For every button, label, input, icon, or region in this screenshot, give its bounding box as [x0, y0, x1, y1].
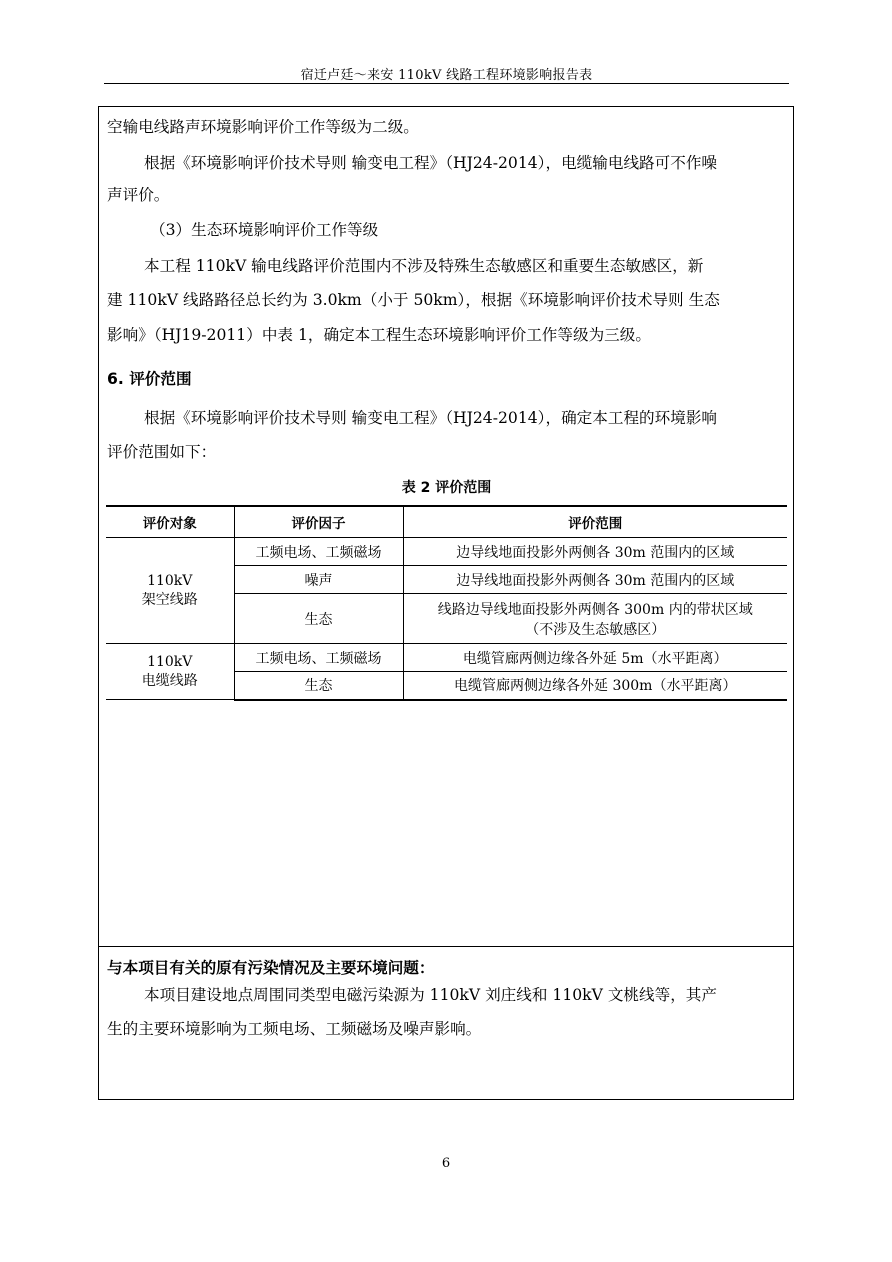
paragraph-line: 生的主要环境影响为工频电场、工频磁场及噪声影响。: [107, 1020, 482, 1038]
document-header-title: 宿迁卢廷～来安 110kV 线路工程环境影响报告表: [300, 68, 593, 83]
range-cell: [403, 594, 787, 644]
factor-cell: 工频电场、工频磁场: [234, 538, 403, 566]
table-header-cell: 评价对象: [106, 506, 234, 538]
paragraph-line: 声评价。: [107, 186, 170, 204]
paragraph-line: 影响》（HJ19-2011）中表 1，确定本工程生态环境影响评价工作等级为三级。: [107, 326, 651, 344]
paragraph-line: 评价范围如下：: [107, 443, 217, 461]
subsection-heading: （3）生态环境影响评价工作等级: [150, 221, 379, 239]
range-line: （不涉及生态敏感区）: [525, 621, 666, 638]
range-cell: 电缆管廊两侧边缘各外延 300m（水平距离）: [403, 672, 787, 700]
table-header-row: [106, 506, 787, 538]
object-line: 架空线路: [141, 591, 198, 608]
factor-cell: 生态: [234, 672, 403, 700]
evaluation-object-cell: [106, 538, 234, 644]
header-rule: [104, 83, 789, 84]
frame-divider: [98, 946, 794, 947]
object-line: 电缆线路: [141, 672, 198, 689]
section-heading: 6. 评价范围: [107, 370, 192, 388]
paragraph-line: 建 110kV 线路路径总长约为 3.0km（小于 50km），根据《环境影响评价技术导则 生态: [107, 291, 720, 309]
evaluation-object-cell: [106, 644, 234, 700]
paragraph-line: 根据《环境影响评价技术导则 输变电工程》（HJ24-2014），确定本工程的环境影响: [144, 409, 718, 427]
table-caption: 表 2 评价范围: [401, 480, 492, 496]
paragraph-line: 根据《环境影响评价技术导则 输变电工程》（HJ24-2014），电缆输电线路可不作噪: [144, 154, 718, 172]
factor-cell: 工频电场、工频磁场: [234, 644, 403, 672]
paragraph-line: 空输电线路声环境影响评价工作等级为二级。: [107, 118, 419, 136]
object-line: 110kV: [147, 653, 193, 670]
table-row: [106, 538, 787, 566]
page-number: 6: [441, 1156, 451, 1171]
range-cell: 边导线地面投影外两侧各 30m 范围内的区域: [403, 566, 787, 594]
range-cell: 边导线地面投影外两侧各 30m 范围内的区域: [403, 538, 787, 566]
table-header-cell: 评价范围: [403, 506, 787, 538]
table-header-cell: 评价因子: [234, 506, 403, 538]
range-cell: 电缆管廊两侧边缘各外延 5m（水平距离）: [403, 644, 787, 672]
factor-cell: 噪声: [234, 566, 403, 594]
evaluation-range-table: [106, 505, 787, 701]
issues-heading: 与本项目有关的原有污染情况及主要环境问题：: [107, 959, 435, 977]
paragraph-line: 本项目建设地点周围同类型电磁污染源为 110kV 刘庄线和 110kV 文桃线等，其产: [144, 986, 717, 1004]
range-line: 线路边导线地面投影外两侧各 300m 内的带状区域: [437, 601, 753, 618]
object-line: 110kV: [147, 572, 193, 589]
paragraph-line: 本工程 110kV 输电线路评价范围内不涉及特殊生态敏感区和重要生态敏感区，新: [144, 257, 704, 275]
table-row: [106, 644, 787, 672]
factor-cell: 生态: [234, 594, 403, 644]
